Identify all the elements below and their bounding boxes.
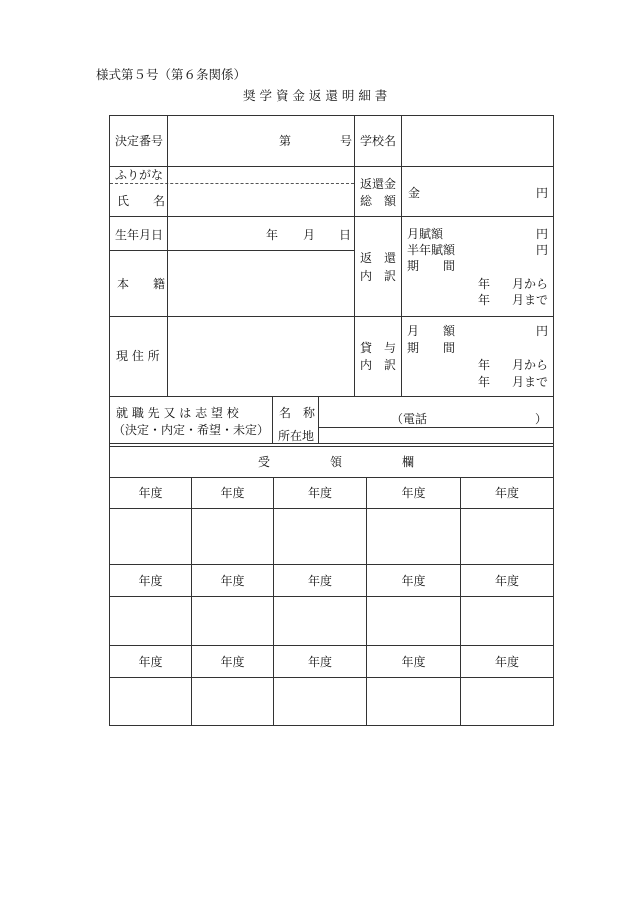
row-divider	[109, 166, 554, 167]
employer-name-label: 名 称	[279, 406, 316, 420]
birth-month: 月	[303, 228, 316, 242]
half-year-installment-label: 半年賦額	[407, 243, 456, 257]
row-divider	[109, 596, 554, 597]
loan-period-label: 期 間	[407, 341, 456, 355]
receipt-year-label: 年度	[401, 486, 426, 500]
table-border-left	[109, 115, 110, 726]
receipt-year-label: 年度	[307, 486, 332, 500]
receipt-header: 受 領 欄	[258, 455, 415, 469]
row-divider	[109, 564, 554, 565]
col-divider	[273, 477, 274, 726]
row-divider	[109, 645, 554, 646]
row-divider	[109, 443, 554, 444]
receipt-year-label: 年度	[220, 486, 245, 500]
row-divider	[109, 396, 554, 397]
row-divider	[109, 250, 354, 251]
loan-from-year: 年	[478, 358, 491, 372]
furigana-label: ふりがな	[115, 168, 164, 182]
decision-number-label: 決定番号	[115, 134, 164, 148]
repayment-total-label-2: 総 額	[360, 194, 397, 208]
furigana-dashed-line	[110, 183, 354, 184]
honseki-label: 本 籍	[117, 277, 166, 291]
row-divider	[109, 216, 554, 217]
receipt-year-label: 年度	[220, 655, 245, 669]
receipt-year-label: 年度	[401, 655, 426, 669]
repay-to-month: 月まで	[512, 293, 549, 307]
row-divider	[109, 316, 554, 317]
address-label: 現 住 所	[116, 349, 160, 363]
repay-detail-label: 返 還	[360, 251, 397, 265]
col-divider	[167, 115, 168, 397]
decision-go: 号	[340, 134, 353, 148]
row-divider	[318, 427, 554, 428]
decision-dai: 第	[279, 134, 292, 148]
receipt-year-label: 年度	[401, 574, 426, 588]
loan-from-month: 月から	[512, 358, 549, 372]
half-year-installment-en: 円	[536, 243, 549, 257]
school-name-label: 学校名	[360, 134, 397, 148]
loan-to-year: 年	[478, 375, 491, 389]
row-divider	[109, 677, 554, 678]
employment-status-label: （決定・内定・希望・未定）	[113, 423, 270, 437]
row-divider	[109, 508, 554, 509]
document-title: 奨 学 資 金 返 還 明 細 書	[243, 88, 388, 103]
loan-detail-label: 貸 与	[360, 341, 397, 355]
form-number: 様式第５号（第６条関係）	[96, 67, 247, 82]
receipt-year-label: 年度	[220, 574, 245, 588]
loan-to-month: 月まで	[512, 375, 549, 389]
table-border-right	[553, 115, 554, 726]
repay-detail-label-2: 内 訳	[360, 269, 397, 283]
receipt-year-label: 年度	[494, 655, 519, 669]
loan-monthly-en: 円	[536, 324, 549, 338]
receipt-year-label: 年度	[138, 486, 163, 500]
monthly-installment-en: 円	[536, 227, 549, 241]
loan-monthly-label: 月 額	[407, 324, 456, 338]
birth-date-label: 生年月日	[115, 228, 164, 242]
row-divider-double	[109, 446, 554, 447]
phone-label: （電話	[391, 412, 428, 426]
repay-period-label: 期 間	[407, 259, 456, 273]
col-divider	[401, 115, 402, 397]
col-divider	[354, 115, 355, 397]
col-divider	[272, 396, 273, 444]
receipt-year-label: 年度	[138, 655, 163, 669]
col-divider	[366, 477, 367, 726]
receipt-year-label: 年度	[494, 486, 519, 500]
col-divider	[318, 396, 319, 444]
col-divider	[191, 477, 192, 726]
table-border-bottom	[109, 725, 554, 726]
employment-label: 就 職 先 又 は 志 望 校	[116, 406, 239, 420]
monthly-installment-label: 月賦額	[407, 227, 444, 241]
phone-close: ）	[535, 412, 548, 426]
employer-location-label: 所在地	[278, 429, 315, 443]
birth-year: 年	[266, 228, 279, 242]
table-border-top	[109, 115, 554, 116]
repayment-total-label: 返還金	[360, 177, 397, 191]
repay-from-month: 月から	[512, 277, 549, 291]
repayment-kin: 金	[408, 186, 421, 200]
receipt-year-label: 年度	[138, 574, 163, 588]
col-divider	[460, 477, 461, 726]
receipt-year-label: 年度	[307, 574, 332, 588]
repayment-en: 円	[536, 186, 549, 200]
repay-from-year: 年	[478, 277, 491, 291]
receipt-year-label: 年度	[494, 574, 519, 588]
row-divider	[109, 477, 554, 478]
receipt-year-label: 年度	[307, 655, 332, 669]
name-label: 氏 名	[117, 194, 166, 208]
repay-to-year: 年	[478, 293, 491, 307]
birth-day: 日	[339, 228, 352, 242]
loan-detail-label-2: 内 訳	[360, 358, 397, 372]
